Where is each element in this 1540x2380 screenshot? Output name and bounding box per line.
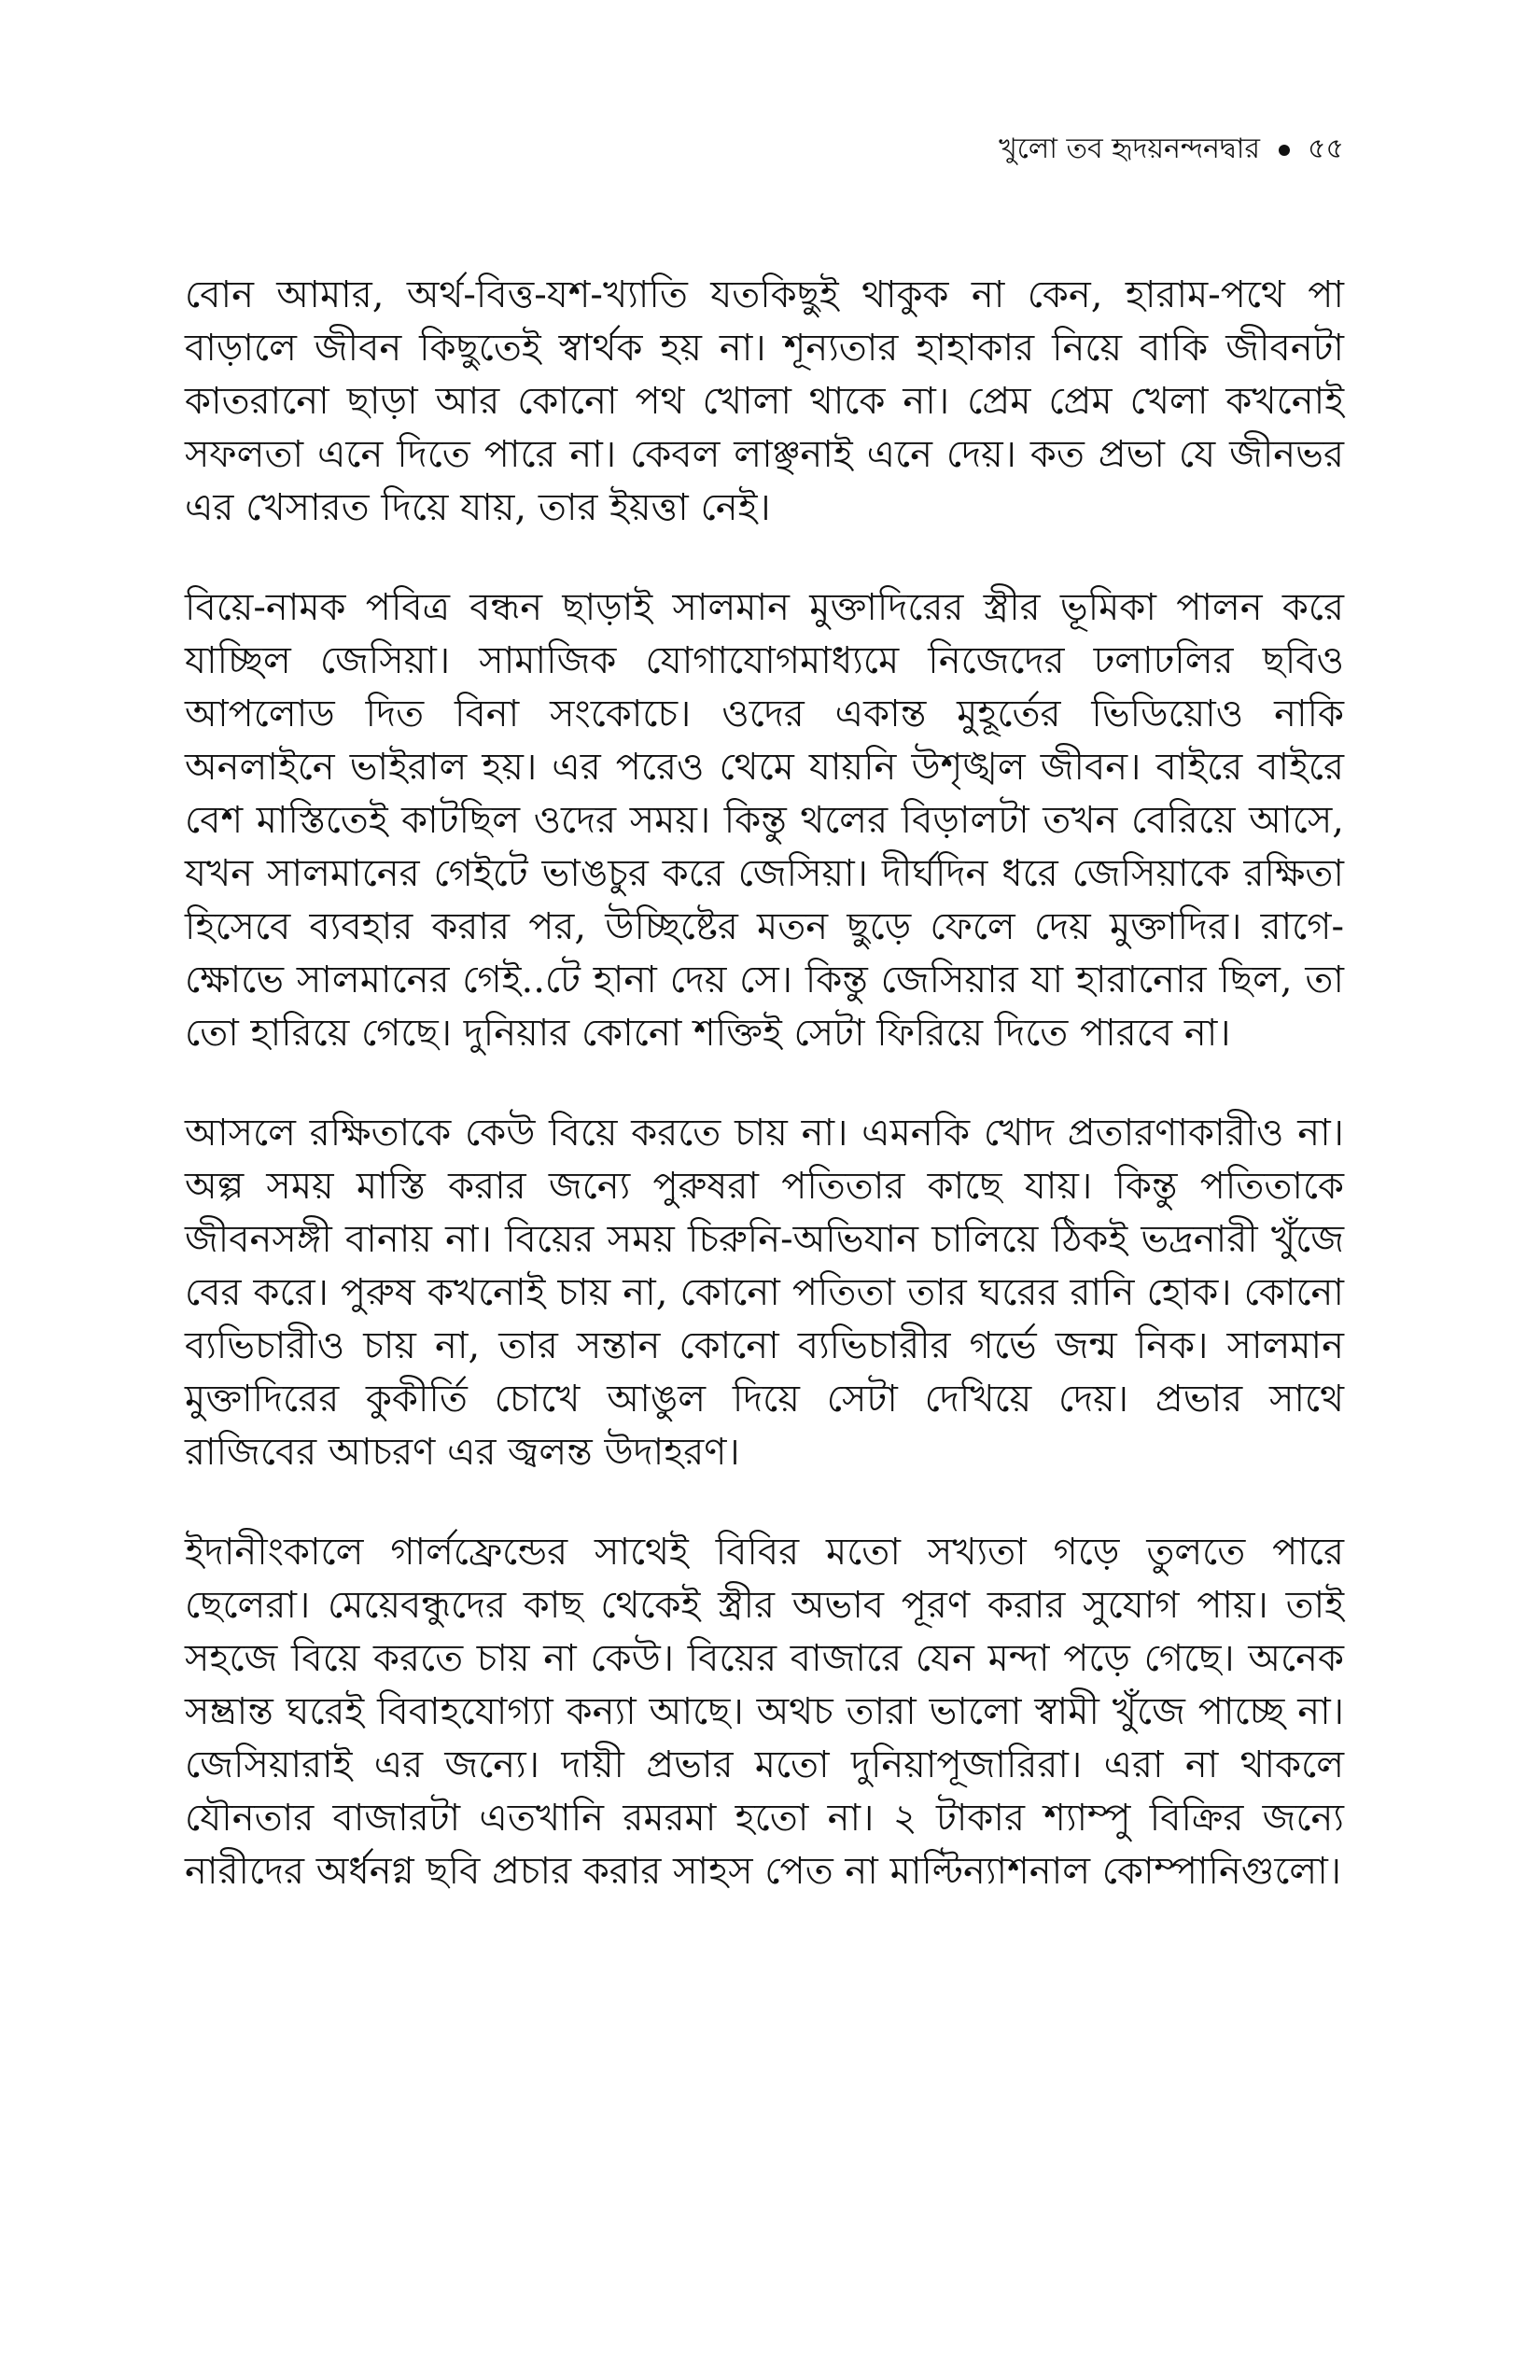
running-header [999, 131, 1344, 168]
paragraph-1: বোন আমার, অর্থ-বিত্ত-যশ-খ্যাতি যতকিছুই থাকুক না কেন, হারাম-পথে পা বাড়ালে জীবন কিছুতেই স্বার্থক হয় না। শূন্যতার হাহাকার নিয়ে বাকি জীবনটা কাতরানো ছাড়া আর কোনো পথ খোলা থাকে না। প্রেম প্রেম খেলা কখনোই সফলতা এনে দিতে পারে না। কেবল লাঞ্ছনাই এনে দেয়। কত প্রভা যে জীনভর এর খেসারত দিয়ে যায়, তার ইয়ত্তা নেই। [185, 273, 1344, 529]
page-body [185, 269, 1344, 1945]
paragraph-4: ইদানীংকালে গার্লফ্রেন্ডের সাথেই বিবির মতো সখ্যতা গড়ে তুলতে পারে ছেলেরা। মেয়েবন্ধুদের কাছ থেকেই স্ত্রীর অভাব পূরণ করার সুযোগ পায়। তাই সহজে বিয়ে করতে চায় না কেউ। বিয়ের বাজারে যেন মন্দা পড়ে গেছে। অনেক সম্ভ্রান্ত ঘরেই বিবাহযোগ্যা কন্যা আছে। অথচ তারা ভালো স্বামী খুঁজে পাচ্ছে না। জেসিয়ারাই এর জন্যে। দায়ী প্রভার মতো দুনিয়াপূজারিরা। এরা না থাকলে যৌনতার বাজারটা এতখানি রমরমা হতো না। ২ টাকার শ্যাম্পু বিক্রির জন্যে নারীদের অর্ধনগ্ন ছবি প্রচার করার সাহস পেত না মাল্টিন্যাশনাল কোম্পানিগুলো। [185, 1531, 1344, 1893]
paragraph-3: আসলে রক্ষিতাকে কেউ বিয়ে করতে চায় না। এমনকি খোদ প্রতারণাকারীও না। অল্প সময় মাস্তি করার জন্যে পুরুষরা পতিতার কাছে যায়। কিন্তু পতিতাকে জীবনসঙ্গী বানায় না। বিয়ের সময় চিরুনি-অভিযান চালিয়ে ঠিকই ভদ্রনারী খুঁজে বের করে। পুরুষ কখনোই চায় না, কোনো পতিতা তার ঘরের রানি হোক। কোনো ব্যভিচারীও চায় না, তার সন্তান কোনো ব্যভিচারীর গর্ভে জন্ম নিক। সালমান মুক্তাদিরের কুকীর্তি চোখে আঙুল দিয়ে সেটা দেখিয়ে দেয়। প্রভার সাথে রাজিবের আচরণ এর জ্বলন্ত উদাহরণ। [185, 1112, 1344, 1474]
paragraph-2: বিয়ে-নামক পবিত্র বন্ধন ছাড়াই সালমান মুক্তাদিরের স্ত্রীর ভূমিকা পালন করে যাচ্ছিল জেসিয়া। সামাজিক যোগাযোগমাধ্যমে নিজেদের ঢলাঢলির ছবিও আপলোড দিত বিনা সংকোচে। ওদের একান্ত মুহূর্তের ভিডিয়োও নাকি অনলাইনে ভাইরাল হয়। এর পরেও থেমে যায়নি উশৃঙ্খল জীবন। বাইরে বাইরে বেশ মাস্তিতেই কাটছিল ওদের সময়। কিন্তু থলের বিড়ালটা তখন বেরিয়ে আসে, যখন সালমানের গেইটে ভাঙচুর করে জেসিয়া। দীর্ঘদিন ধরে জেসিয়াকে রক্ষিতা হিসেবে ব্যবহার করার পর, উচ্ছিষ্টের মতন ছুড়ে ফেলে দেয় মুক্তাদির। রাগে-ক্ষোভে সালমানের গেই..টে হানা দেয় সে। কিন্তু জেসিয়ার যা হারানোর ছিল, তা তো হারিয়ে গেছে। দুনিয়ার কোনো শক্তিই সেটা ফিরিয়ে দিতে পারবে না। [185, 586, 1344, 1055]
separator-dot-icon [1279, 145, 1290, 156]
page-number: ৫৫ [1308, 133, 1344, 165]
book-title: খুলো তব হৃদয়নন্দনদ্বার [999, 133, 1260, 165]
